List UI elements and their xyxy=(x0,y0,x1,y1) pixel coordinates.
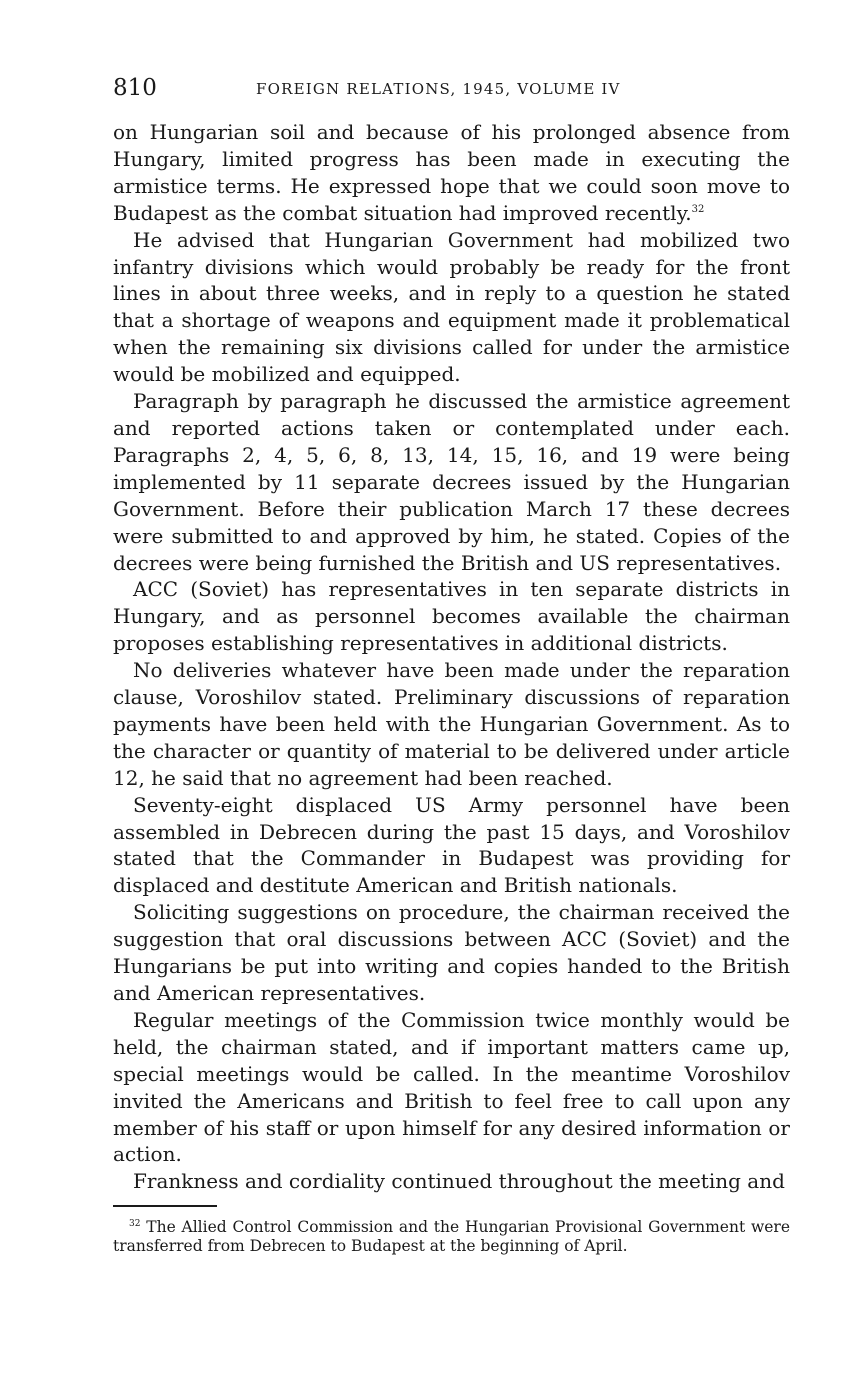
page-number: 810 xyxy=(113,75,157,101)
body-text xyxy=(113,119,790,1195)
paragraph: Seventy-eight displaced US Army personnel have been assembled in Debrecen during the past 15 days, and Voroshilov stated that the Commander in Budapest was providing for displaced and destitute American and British nationals. xyxy=(113,792,790,898)
footnote-divider xyxy=(113,1205,217,1207)
footnote-reference: 32 xyxy=(691,203,705,215)
paragraph: Frankness and cordiality continued throughout the meeting and xyxy=(133,1169,785,1194)
paragraph: ACC (Soviet) has representatives in ten separate districts in Hungary, and as personnel becomes available the chairman proposes establishing representatives in additional districts. xyxy=(113,577,790,656)
footnote-marker: 32 xyxy=(129,1219,141,1229)
running-title: FOREIGN RELATIONS, 1945, VOLUME IV xyxy=(256,80,621,98)
paragraph xyxy=(113,119,790,227)
paragraph: He advised that Hungarian Government had mobilized two infantry divisions which would probably be ready for the front lines in about three weeks, and in reply to a question he stated that a shortage of weapons and equipment made it problematical when the remaining six divisions called for under the armistice would be mobilized and equipped. xyxy=(113,227,790,387)
paragraph: Paragraph by paragraph he discussed the armistice agreement and reported actions taken or contemplated under each. Paragraphs 2, 4, 5, 6, 8, 13, 14, 15, 16, and 19 were being implemented by 11 separate decrees issued by the Hungarian Government. Before their publication March 17 these decrees were submitted to and approved by him, he stated. Copies of the decrees were being furnished the British and US representatives. xyxy=(113,389,790,575)
footnote xyxy=(113,1218,790,1256)
paragraph: Regular meetings of the Commission twice monthly would be held, the chairman stated, and if important matters came up, special meetings would be called. In the meantime Voroshilov invited the Americans and British to feel free to call upon any member of his staff or upon himself for any desired information or action. xyxy=(113,1007,790,1167)
paragraph: No deliveries whatever have been made under the reparation clause, Voroshilov stated. Preliminary discussions of reparation payments have been held with the Hungarian Government. As to the character or quantity of material to be delivered under article 12, he said that no agreement had been reached. xyxy=(113,658,790,790)
page-header xyxy=(113,72,790,104)
paragraph: Soliciting suggestions on procedure, the chairman received the suggestion that oral discussions between ACC (Soviet) and the Hungarians be put into writing and copies handed to the British and American representatives. xyxy=(113,900,790,1005)
footnote-text: The Allied Control Commission and the Hungarian Provisional Government were transferred from Debrecen to Budapest at the beginning of April. xyxy=(113,1218,790,1255)
paragraph-text: on Hungarian soil and because of his prolonged absence from Hungary, limited progress has been made in executing the armistice terms. He expressed hope that we could soon move to Budapest as the combat situation had improved recently. xyxy=(113,120,790,225)
